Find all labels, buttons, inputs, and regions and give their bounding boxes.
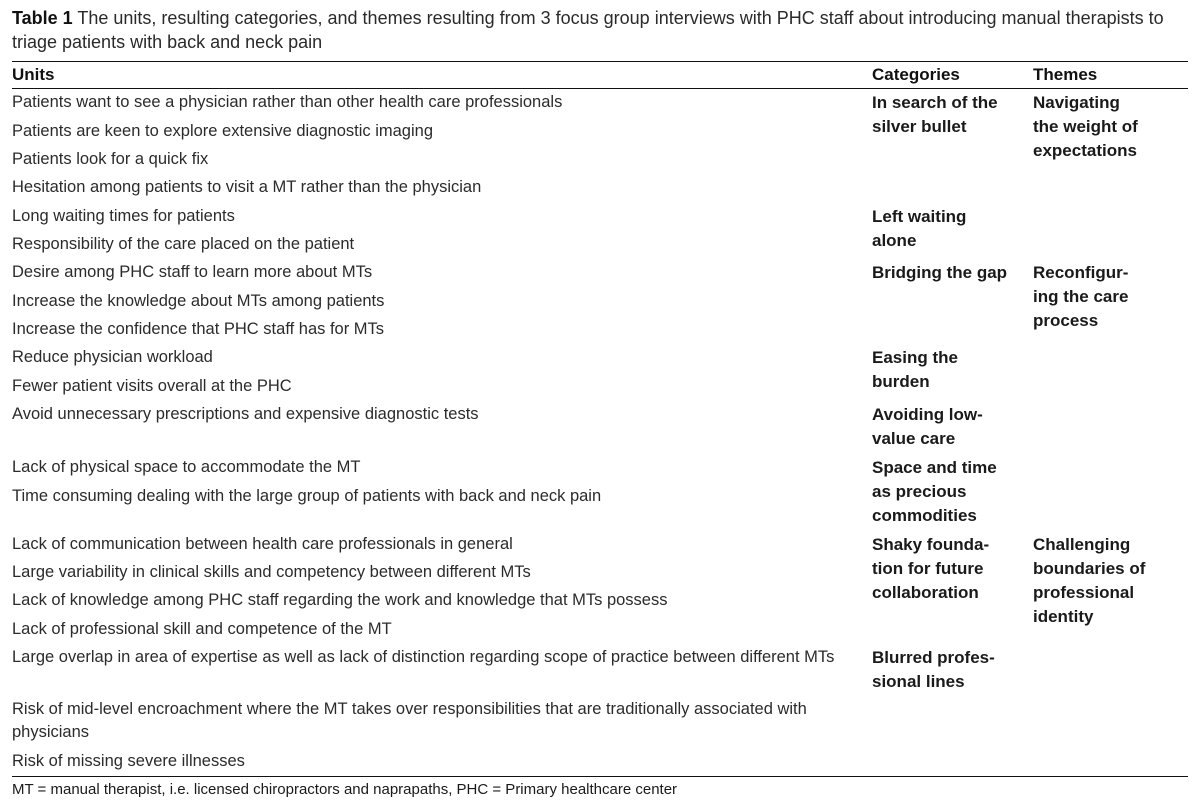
theme-line: identity (1033, 607, 1094, 626)
table-caption (12, 6, 1188, 54)
theme-line: Navigating (1033, 93, 1120, 112)
unit-row: Reduce physician workload (12, 348, 213, 366)
column-header-units: Units (12, 65, 55, 84)
unit-row: Desire among PHC staff to learn more about MTs (12, 263, 373, 281)
category-line: Bridging the gap (872, 263, 1008, 282)
category-cell (872, 261, 1007, 285)
unit-row: Increase the confidence that PHC staff has for MTs (12, 320, 385, 338)
category-line: alone (872, 231, 917, 250)
unit-row: Large variability in clinical skills and competency between different MTs (12, 563, 531, 581)
column-header-categories: Categories (872, 65, 960, 84)
unit-row: Lack of physical space to accommodate the MT (12, 458, 361, 476)
theme-line: expectations (1033, 141, 1137, 160)
table-label: Table 1 (12, 8, 73, 28)
column-header-themes: Themes (1033, 65, 1098, 84)
unit-row: Patients look for a quick fix (12, 150, 209, 168)
unit-row: Fewer patient visits overall at the PHC (12, 377, 292, 395)
theme-cell (1033, 91, 1138, 163)
category-line: silver bullet (872, 117, 967, 136)
unit-row: Hesitation among patients to visit a MT rather than the physician (12, 178, 482, 196)
category-cell (872, 91, 998, 139)
category-line: as precious (872, 482, 967, 501)
table-caption-text: The units, resulting categories, and themes resulting from 3 focus group interviews with PHC staff about introducing manual therapists to triage patients with back and neck pain (12, 8, 1164, 52)
category-line: Easing the (872, 348, 958, 367)
table-bottom-rule (12, 776, 1188, 777)
category-line: Space and time (872, 458, 997, 477)
theme-line: ing the care (1033, 287, 1129, 306)
category-line: burden (872, 372, 930, 391)
theme-cell (1033, 261, 1128, 333)
category-line: Blurred profes- (872, 648, 995, 667)
theme-line: Challenging (1033, 535, 1131, 554)
category-cell (872, 533, 989, 605)
category-line: Avoiding low- (872, 405, 983, 424)
unit-row: Responsibility of the care placed on the patient (12, 235, 355, 253)
theme-line: professional (1033, 583, 1135, 602)
unit-row: Large overlap in area of expertise as well as lack of distinction regarding scope of practice between different MTs (12, 648, 835, 666)
unit-row: Lack of communication between health care professionals in general (12, 535, 513, 553)
unit-row: Time consuming dealing with the large group of patients with back and neck pain (12, 487, 602, 505)
category-cell (872, 346, 958, 394)
category-line: value care (872, 429, 956, 448)
unit-row: Risk of missing severe illnesses (12, 752, 245, 770)
category-line: collaboration (872, 583, 979, 602)
category-line: Left waiting (872, 207, 967, 226)
unit-row: Risk of mid-level encroachment where the MT takes over responsibilities that are traditionally associated with physicians (12, 700, 807, 741)
category-cell (872, 646, 995, 694)
unit-row: Increase the knowledge about MTs among patients (12, 292, 385, 310)
category-cell (872, 403, 983, 451)
unit-row: Avoid unnecessary prescriptions and expensive diagnostic tests (12, 405, 479, 423)
category-line: tion for future (872, 559, 984, 578)
category-line: Shaky founda- (872, 535, 990, 554)
category-cell (872, 456, 997, 528)
unit-row: Long waiting times for patients (12, 207, 235, 225)
theme-cell (1033, 533, 1145, 629)
category-line: sional lines (872, 672, 965, 691)
unit-row: Lack of professional skill and competence of the MT (12, 620, 392, 638)
category-line: In search of the (872, 93, 998, 112)
theme-line: boundaries of (1033, 559, 1146, 578)
unit-row: Patients are keen to explore extensive diagnostic imaging (12, 122, 433, 140)
category-line: commodities (872, 506, 977, 525)
unit-row: Lack of knowledge among PHC staff regarding the work and knowledge that MTs possess (12, 591, 668, 609)
header-top-rule (12, 61, 1188, 62)
category-cell (872, 205, 966, 253)
table-footnote: MT = manual therapist, i.e. licensed chiropractors and naprapaths, PHC = Primary healthcare center (12, 781, 678, 798)
unit-row: Patients want to see a physician rather than other health care professionals (12, 93, 563, 111)
theme-line: Reconfigur- (1033, 263, 1129, 282)
theme-line: the weight of (1033, 117, 1138, 136)
theme-line: process (1033, 311, 1099, 330)
header-bottom-rule (12, 88, 1188, 89)
